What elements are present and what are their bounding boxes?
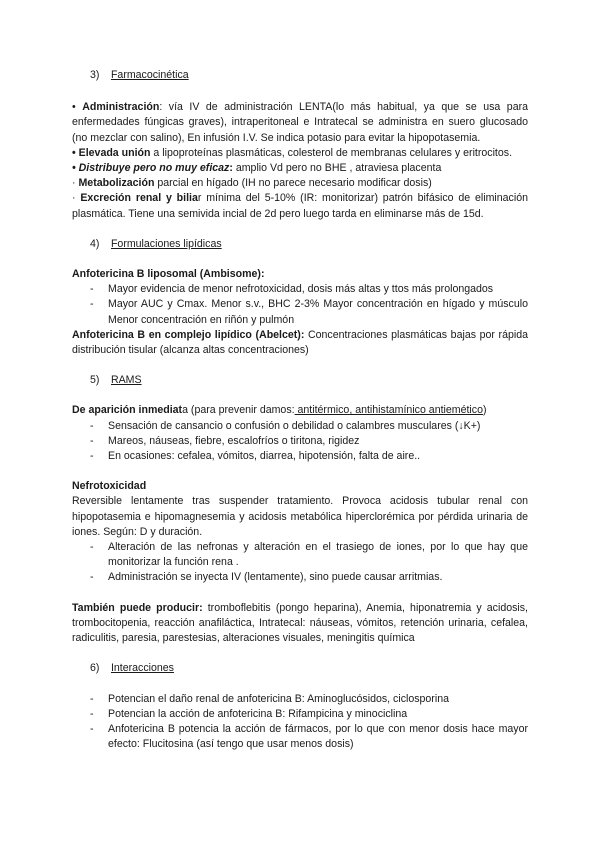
- list-item: - Mayor evidencia de menor nefrotoxicidad, dosis más altas y ttos más prolongados: [90, 283, 494, 296]
- distribucion-label: • Distribuye pero no muy eficaz: [72, 162, 230, 175]
- section-number: 6): [90, 662, 100, 675]
- abelcet-paragraph: Anfotericina B en complejo lipídico (Abelcet): Concentraciones plasmáticas bajas por rápida distribución tisular (alcanza altas concentraciones): [72, 328, 529, 357]
- excrecion-paragraph: · Excreción renal y biliar mínima del 5-10% (IR: monitorizar) patrón bifásico de eliminación plasmática. Tiene una semivida incial de 2d pero luego tarda en eliminarse más de 15d.: [72, 192, 528, 220]
- list-item: - Potencian el daño renal de anfotericina B: Aminoglucósidos, ciclosporina: [90, 692, 449, 705]
- metabolizacion-label: Metabolización: [78, 177, 155, 190]
- interacciones-list: [72, 692, 528, 753]
- nefrotoxicidad-list: [72, 540, 528, 586]
- ambisome-heading: Anfotericina B liposomal (Ambisome):: [72, 268, 265, 281]
- section-title: Formulaciones lipídicas: [110, 237, 222, 250]
- aparicion-inmediata-label: De aparición inmediat: [72, 404, 183, 417]
- list-item: - En ocasiones: cefalea, vómitos, diarrea, hipotensión, falta de aire..: [90, 450, 421, 463]
- administracion-paragraph: • Administración: vía IV de administración LENTA(lo más habitual, ya que se usa para enfermedades fúngicas graves), intraperitoneal e Intratecal se administra en suero glucosado (no mezclar con salino), En infusión I.V. Se indica potasio para evitar la hipopotasemia.: [72, 101, 528, 144]
- inmediata-list: [72, 419, 528, 465]
- section-number: 3): [90, 69, 100, 81]
- nefrotoxicidad-paragraph: Reversible lentamente tras suspender tratamiento. Provoca acidosis tubular renal con hipopotasemia e hipomagnesemia y acidosis metabólica hiperclorémica por pérdida urinaria de iones. Según: D y duración.: [72, 495, 528, 538]
- tambien-paragraph: También puede producir: tromboflebitis (pongo heparina), Anemia, hiponatremia y acidosis, trombocitopenia, reacción anafiláctica, Intratecal: náuseas, vómitos, retención urinaria, cefalea, radiculitis, paresia, parestesias, alteraciones visuales, meningitis química: [72, 601, 528, 645]
- union-paragraph: • Elevada unión a lipoproteínas plasmáticas, colesterol de membranas celulares y eritrocitos.: [72, 146, 513, 159]
- list-item: - Potencian la acción de anfotericina B: Rifampicina y minociclina: [90, 707, 408, 720]
- tambien-label: También puede producir:: [72, 601, 203, 614]
- list-item: - Anfotericina B potencia la acción de fármacos, por lo que con menor dosis hace mayor efecto: Flucitosina (así tengo que usar menos dosis): [90, 722, 528, 751]
- section-heading-interacciones: [90, 661, 528, 676]
- section-title: Interacciones: [110, 662, 174, 675]
- union-label: • Elevada unión: [72, 146, 151, 159]
- list-item: - Administración se inyecta IV (lentamente), sino puede causar arritmias.: [90, 571, 443, 584]
- abelcet-label: Anfotericina B en complejo lipídico (Abelcet):: [72, 328, 305, 341]
- list-item: - Alteración de las nefronas y alteración en el trasiego de iones, por lo que hay que monitorizar la función rena .: [90, 541, 528, 569]
- administracion-label: Administración: [82, 101, 160, 114]
- section-title: Farmacocinética: [110, 69, 189, 81]
- section-number: 4): [90, 237, 100, 250]
- list-item: - Mareos, náuseas, fiebre, escalofríos o tiritona, rigidez: [90, 434, 360, 447]
- ambisome-list: [72, 282, 528, 328]
- section-title: RAMS: [110, 374, 142, 387]
- section-number: 5): [90, 374, 100, 387]
- section-heading-rams: [90, 373, 528, 388]
- nefrotoxicidad-heading: Nefrotoxicidad: [72, 480, 147, 493]
- section-heading-formulaciones: [90, 237, 528, 252]
- list-item: - Mayor AUC y Cmax. Menor s.v., BHC 2-3% Mayor concentración en hígado y músculo Menor concentración en riñón y pulmón: [90, 298, 528, 326]
- section-heading-farmacocinetica: [90, 68, 528, 83]
- metabolizacion-paragraph: · Metabolización parcial en hígado (IH no parece necesario modificar dosis): [72, 177, 432, 190]
- excrecion-label: Excreción renal y bilia: [80, 192, 198, 205]
- list-item: - Sensación de cansancio o confusión o debilidad o calambres musculares (↓K+): [90, 419, 481, 432]
- distribucion-paragraph: • Distribuye pero no muy eficaz: amplio Vd pero no BHE , atraviesa placenta: [72, 162, 442, 175]
- document-page: [72, 68, 528, 752]
- aparicion-inmediata-paragraph: De aparición inmediata (para prevenir damos: antitérmico, antihistamínico antiemético): [72, 404, 487, 417]
